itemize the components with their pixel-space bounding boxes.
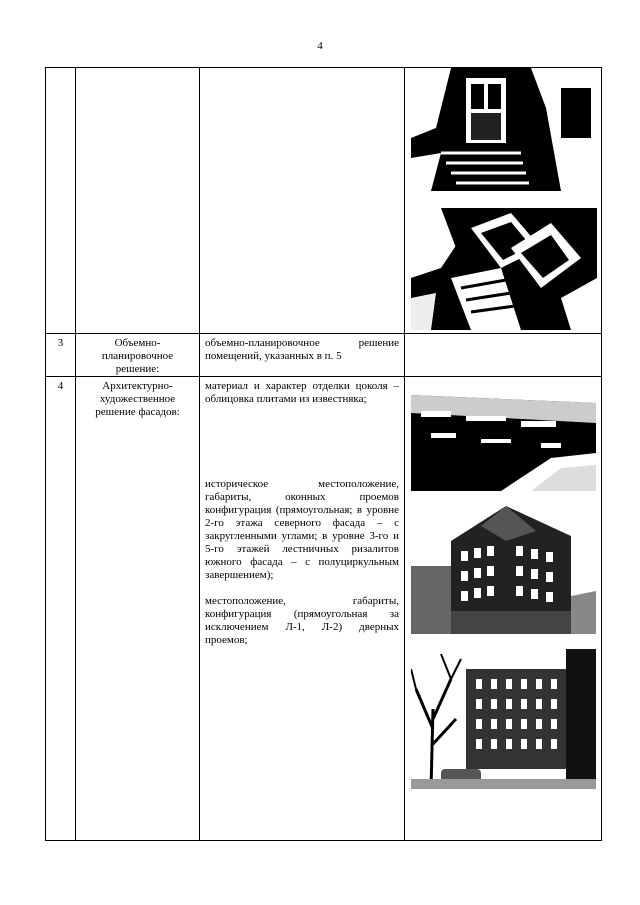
photo-cell <box>405 377 602 841</box>
courtyard-facade-photo <box>411 649 596 789</box>
feature-description-cell <box>200 334 405 377</box>
page-number: 4 <box>317 40 323 52</box>
description-paragraph: местоположение, габариты, конфигурация (прямоугольная за исключением Л-1, Л-2) дверных проемов; <box>205 595 399 646</box>
description-paragraph: материал и характер отделки цоколя – облицовка плитами из известняка; <box>205 380 399 405</box>
protected-features-table <box>45 67 602 841</box>
row-number-cell: 4 <box>46 377 76 841</box>
interior-staircase-top-view-photo <box>411 208 597 330</box>
table-row <box>46 377 602 841</box>
photo-cell <box>405 68 602 334</box>
table-row <box>46 334 602 377</box>
feature-name-cell: Объемно-планировочное решение: <box>76 334 200 377</box>
photo-cell <box>405 334 602 377</box>
feature-description-cell <box>200 377 405 841</box>
feature-name-cell: Архитектурно-художественное решение фасадов: <box>76 377 200 841</box>
row-number-cell <box>46 68 76 334</box>
interior-staircase-doorway-photo <box>411 68 597 191</box>
description-paragraph: историческое местоположение, габариты, оконных проемов конфигурация (прямоугольная; в уровне 2-го этажа северного фасада – с закругленными углами; в уровне 3-го и 5-го этажей лестничных ризалитов южного фасада – с полуциркульным завершением); <box>205 478 399 581</box>
corner-building-facade-photo <box>411 506 596 634</box>
description-paragraph: объемно-планировочное решение помещений, указанных в п. 5 <box>205 337 399 362</box>
row-number-cell: 3 <box>46 334 76 377</box>
limestone-plinth-photo <box>411 383 596 491</box>
feature-name-cell <box>76 68 200 334</box>
feature-description-cell <box>200 68 405 334</box>
table-row <box>46 68 602 334</box>
